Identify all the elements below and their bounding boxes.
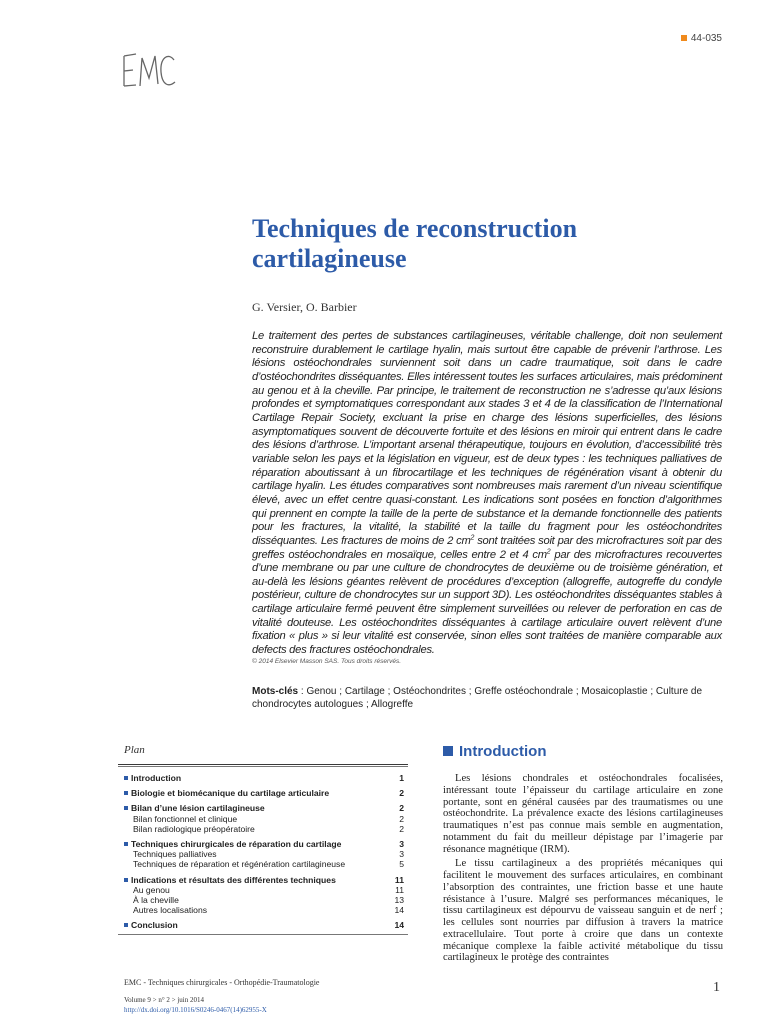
emc-logo [118, 42, 178, 100]
plan-top-rule-thin [118, 766, 408, 767]
blue-bullet-icon [124, 791, 128, 795]
plan-item-page: 2 [399, 823, 404, 834]
plan-item-label: À la cheville [133, 894, 179, 905]
plan-item-label: Techniques palliatives [133, 849, 217, 860]
blue-square-icon [443, 746, 453, 756]
orange-square-icon [681, 35, 687, 41]
article-title [252, 214, 732, 274]
abstract-part-3: par des microfractures recouvertes d’une membrane ou par une culture de chondrocytes de deuxième ou de troisième génération, et au-delà les lésions géantes relèvent de procédures d’exception (allogreffe, autogreffe du condyle postérieur, culture de chondrocytes sur un support 3D). Les ostéochondrites disséquantes stables à cartilage articulaire fermé peuvent être simplement surveillées ou relever de perforation en cas de vitalité douteuse. Les ostéochondrites disséquantes à cartilage articulaire ouvert relèvent d’une fixation « plus » si leur vitalité est conservée, sinon elles sont traitées de manière comparable aux defects des fractures ostéochondrales. [252, 548, 722, 657]
page-number: 1 [713, 980, 720, 995]
plan-subsection-link[interactable] [124, 905, 404, 915]
blue-bullet-icon [124, 923, 128, 927]
plan-subsection-link[interactable] [124, 895, 404, 905]
plan-section-link[interactable] [124, 875, 404, 885]
plan-item-page: 3 [399, 849, 404, 860]
abstract-sup-2: 2 [546, 547, 551, 555]
plan-item-label: Bilan d’une lésion cartilagineuse [131, 803, 265, 814]
plan-item-page: 11 [394, 874, 404, 885]
plan-item-label: Bilan fonctionnel et clinique [133, 813, 238, 824]
plan-subsection-link[interactable] [124, 814, 404, 824]
plan-item-label: Biologie et biomécanique du cartilage articulaire [131, 788, 330, 799]
keywords-text: : Genou ; Cartilage ; Ostéochondrites ; Greffe ostéochondrale ; Mosaicoplastie ; Culture de chondrocytes autologues ; Allogreffe [252, 686, 703, 710]
plan-item-label: Techniques chirurgicales de réparation du cartilage [131, 838, 342, 849]
keywords [252, 685, 722, 711]
plan-item-page: 1 [399, 773, 404, 783]
plan-item-page: 11 [395, 884, 404, 895]
plan-section-link[interactable] [124, 773, 404, 783]
plan-list [124, 773, 404, 935]
introduction-body [443, 773, 723, 964]
article-title-line-2: cartilagineuse [252, 244, 407, 273]
plan-subsection-link[interactable] [124, 824, 404, 834]
plan-section-link[interactable] [124, 803, 404, 813]
plan-item-label: Autres localisations [133, 905, 208, 916]
plan-section-link[interactable] [124, 839, 404, 849]
introduction-paragraph-1: Les lésions chondrales et ostéochondrales focalisées, intéressant toute l’épaisseur du cartilage articulaire en zone portante, sont en général causées par des traumatismes ou une ostéochondrite. La prévalence exacte des lésions cartilagineuses traumatiques n’est pas connue mais semble en augmentation, notamment du fait du meilleur dépistage par l’imagerie par résonance magnétique (IRM). [443, 773, 723, 855]
plan-section-link[interactable] [124, 788, 404, 798]
plan-item-page: 14 [394, 905, 404, 916]
document-code-text: 44-035 [690, 33, 722, 44]
footer-doi-link[interactable]: http://dx.doi.org/10.1016/S0246-0467(14)62955-X [124, 1006, 267, 1014]
plan-item-page: 2 [399, 788, 404, 799]
article-title-line-1: Techniques de reconstruction [252, 214, 578, 243]
plan-item-page: 5 [399, 859, 404, 870]
plan-subsection-link[interactable] [124, 885, 404, 895]
abstract-sup-1: 2 [470, 534, 475, 542]
abstract-part-1: Le traitement des pertes de substances cartilagineuses, véritable challenge, doit non seulement reconstruire durablement le cartilage hyalin, mais surtout être capable de prévenir l’arthrose. Les lésions ostéochondrales surviennent soit dans un cadre traumatique, soit dans le cadre d’ostéochondrites disséquantes. Elles intéressent toutes les surfaces articulaires, mais prédominent au genou et à la cheville. Par principe, le traitement de reconstruction ne s’adresse qu’aux lésions profondes et symptomatiques correspondant aux stades 3 et 4 de la classification de l’International Cartilage Repair Society, excluant la prise en charge des lésions superficielles, des lésions asymptomatiques souvent de découverte fortuite et des lésions en miroir qui entrent dans le cadre des lésions d’arthrose. L’important arsenal thérapeutique, toujours en évolution, d’accessibilité très variable selon les pays et la législation en vigueur, est de deux types : les techniques palliatives de réparation aboutissant à un fibrocartilage et les techniques de régénération visant à obtenir du cartilage hyalin. Les études comparatives sont nombreuses mais rarement d’un niveau scientifique élevé, avec un effet centre quasi-constant. Les indications sont posées en fonction d’algorithmes qui prennent en compte la taille de la perte de substance et la demande fonctionnelle des patients pour les fractures, la vitalité, la stabilité et la taille du fragment pour les ostéochondrites disséquantes. Les fractures de moins de 2 cm [252, 330, 722, 547]
keywords-label: Mots-clés [252, 686, 299, 697]
plan-item-label: Bilan radiologique préopératoire [133, 823, 255, 834]
footer-journal: EMC - Techniques chirurgicales - Orthopédie-Traumatologie [124, 978, 320, 987]
plan-item-page: 2 [399, 803, 404, 814]
plan-item-page: 13 [394, 894, 404, 905]
blue-bullet-icon [124, 776, 128, 780]
copyright-notice: © 2014 Elsevier Masson SAS. Tous droits réservés. [252, 658, 402, 665]
plan-item-label: Indications et résultats des différentes techniques [131, 874, 336, 885]
blue-bullet-icon [124, 806, 128, 810]
introduction-heading [443, 743, 546, 760]
footer-volume: Volume 9 > n° 2 > juin 2014 [124, 996, 204, 1004]
blue-bullet-icon [124, 878, 128, 882]
plan-item-label: Au genou [133, 884, 170, 895]
abstract [252, 330, 722, 658]
plan-item-page: 3 [399, 838, 404, 849]
plan-bottom-rule [118, 934, 408, 935]
article-authors: G. Versier, O. Barbier [252, 300, 357, 314]
abstract-part-2: sont traitées soit par des microfractures soit par des greffes ostéochondrales en mosaïque, celles entre 2 et 4 cm [252, 534, 722, 561]
plan-item-page: 14 [394, 920, 404, 931]
plan-subsection-link[interactable] [124, 849, 404, 859]
plan-top-rule [118, 764, 408, 765]
document-code [681, 33, 722, 44]
plan-subsection-link[interactable] [124, 859, 404, 869]
plan-section-link[interactable] [124, 920, 404, 930]
plan-item-label: Introduction [131, 773, 182, 783]
plan-title: Plan [124, 744, 145, 756]
introduction-heading-text: Introduction [459, 743, 547, 760]
plan-item-label: Conclusion [131, 920, 178, 931]
plan-item-page: 2 [399, 813, 404, 824]
blue-bullet-icon [124, 842, 128, 846]
plan-item-label: Techniques de réparation et régénération cartilagineuse [133, 859, 346, 870]
introduction-paragraph-2: Le tissu cartilagineux a des propriétés mécaniques qui facilitent le mouvement des surfaces articulaires, en combinant l’absorption des contraintes, une friction basse et une haute résistance à l’usure. Malgré ses performances mécaniques, le tissu cartilagineux est dépourvu de vaisseau sanguin et de nerf ; les cellules sont nourries par diffusion à travers la matrice extracellulaire. Tout porte à croire que dans un contexte mécanique complexe la faible activité métabolique du tissu cartilagineux le protège des contraintes [443, 858, 723, 964]
